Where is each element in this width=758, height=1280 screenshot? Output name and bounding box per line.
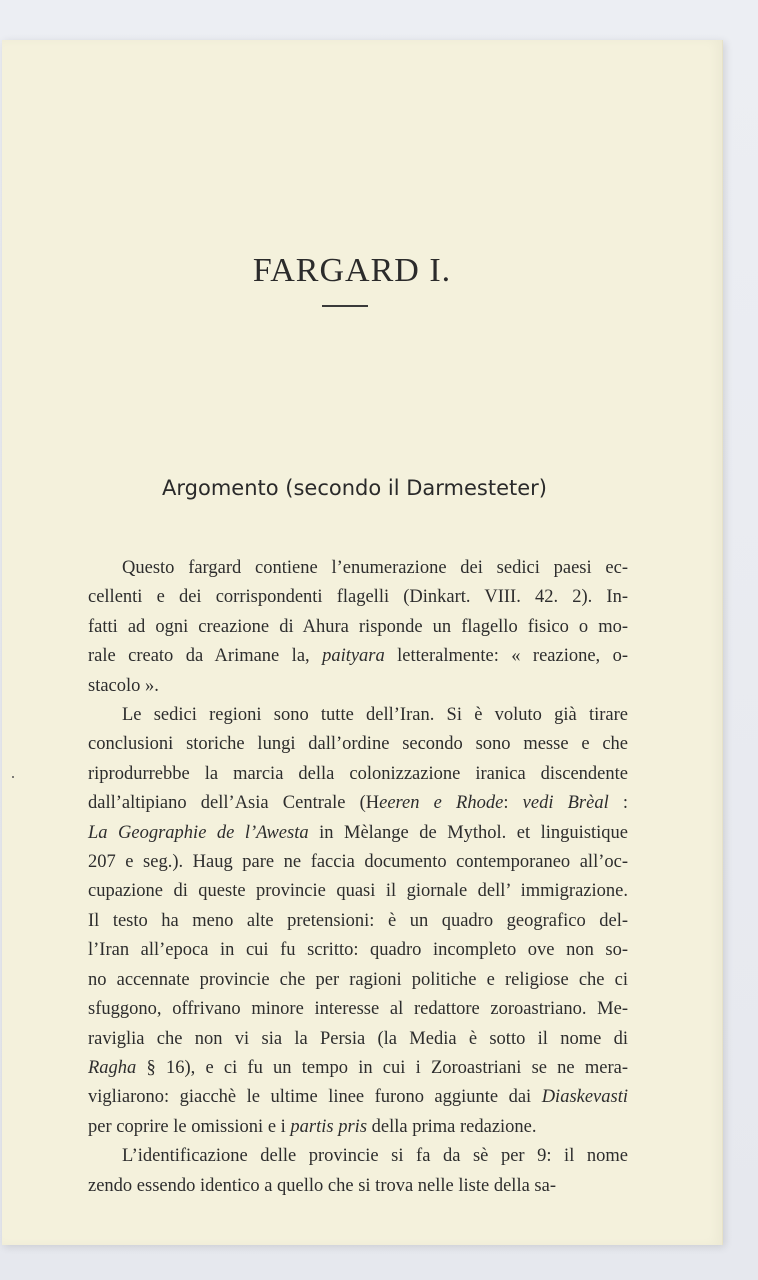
text-line bbox=[88, 672, 628, 701]
text-run: raviglia che non vi sia la Persia (la Media è sotto il nome di bbox=[88, 1028, 628, 1049]
text-line bbox=[88, 701, 628, 730]
text-run: Questo fargard contiene l’enumerazione dei sedici paesi ec- bbox=[122, 558, 628, 578]
book-page bbox=[2, 40, 723, 1245]
italic-text: Diaskevasti bbox=[541, 1087, 628, 1108]
text-line bbox=[88, 966, 628, 995]
text-line bbox=[88, 789, 628, 818]
text-run: : bbox=[503, 793, 523, 814]
text-run: L’identificazione delle provincie si fa da sè per 9: il nome bbox=[122, 1146, 628, 1167]
text-line bbox=[88, 1142, 628, 1171]
text-run: cupazione di queste provincie quasi il giornale dell’ immigrazione. bbox=[88, 881, 628, 902]
text-line bbox=[88, 1083, 628, 1112]
text-run: per coprire le omissioni e i bbox=[88, 1116, 291, 1137]
text-run: rale creato da Arimane la, bbox=[88, 646, 323, 667]
text-run: in Mèlange de Mythol. et linguistique bbox=[308, 822, 629, 843]
text-line bbox=[88, 848, 628, 877]
text-line bbox=[88, 613, 628, 642]
text-run: stacolo ». bbox=[88, 675, 159, 696]
text-line bbox=[88, 936, 628, 965]
text-line bbox=[88, 554, 628, 583]
body-text bbox=[88, 554, 628, 1201]
text-run: Le sedici regioni sono tutte dell’Iran. Si è voluto già tirare bbox=[122, 705, 628, 726]
stray-ink-mark bbox=[12, 776, 14, 778]
italic-text: paityara bbox=[322, 646, 385, 667]
italic-text: eeren e Rhode bbox=[379, 793, 504, 814]
paragraph bbox=[88, 1142, 628, 1201]
italic-text: partis pris bbox=[290, 1116, 368, 1137]
text-run: vigliarono: giacchè le ultime linee furono aggiunte dai bbox=[88, 1087, 542, 1108]
paragraph bbox=[88, 554, 628, 701]
chapter-title: FARGARD I. bbox=[252, 252, 452, 289]
text-run: letteralmente: « reazione, o- bbox=[384, 646, 628, 667]
text-run: 207 e seg.). Haug pare ne faccia documento contemporaneo all’oc- bbox=[88, 852, 628, 873]
text-run: § 16), e ci fu un tempo in cui i Zoroastriani se ne mera- bbox=[136, 1057, 628, 1078]
text-run: Il testo ha meno alte pretensioni: è un quadro geografico del- bbox=[88, 910, 628, 931]
text-line bbox=[88, 583, 628, 612]
text-run: fatti ad ogni creazione di Ahura risponde un flagello fisico o mo- bbox=[88, 616, 628, 637]
text-line bbox=[88, 877, 628, 906]
text-run: cellenti e dei corrispondenti flagelli (Dinkart. VIII. 42. 2). In- bbox=[88, 587, 628, 608]
text-run: l’Iran all’epoca in cui fu scritto: quadro incompleto ove non so- bbox=[88, 940, 628, 961]
text-run: conclusioni storiche lungi dall’ordine secondo sono messe e che bbox=[88, 734, 628, 755]
section-subtitle: Argomento (secondo il Darmesteter) bbox=[162, 476, 547, 500]
text-line bbox=[88, 760, 628, 789]
italic-text: Ragha bbox=[88, 1057, 137, 1078]
text-line bbox=[88, 819, 628, 848]
text-line bbox=[88, 907, 628, 936]
text-run: riprodurrebbe la marcia della colonizzazione iranica discendente bbox=[88, 763, 628, 784]
italic-text: vedi Brèal bbox=[522, 793, 609, 814]
title-rule bbox=[322, 305, 368, 307]
text-run: della prima redazione. bbox=[367, 1116, 537, 1137]
text-run: sfuggono, offrivano minore interesse al redattore zoroastriano. Me- bbox=[88, 999, 628, 1020]
text-run: zendo essendo identico a quello che si trova nelle liste della sa- bbox=[88, 1175, 556, 1196]
text-line bbox=[88, 642, 628, 671]
text-run: no accennate provincie che per ragioni politiche e religiose che ci bbox=[88, 969, 628, 990]
text-line bbox=[88, 1025, 628, 1054]
italic-text: La Geographie de l’Awesta bbox=[88, 822, 309, 843]
text-line bbox=[88, 995, 628, 1024]
text-run: : bbox=[608, 793, 629, 814]
text-line bbox=[88, 730, 628, 759]
text-run: dall’altipiano dell’Asia Centrale (H bbox=[88, 793, 380, 814]
text-line bbox=[88, 1113, 628, 1142]
text-line bbox=[88, 1054, 628, 1083]
paragraph bbox=[88, 701, 628, 1142]
text-line bbox=[88, 1172, 628, 1201]
